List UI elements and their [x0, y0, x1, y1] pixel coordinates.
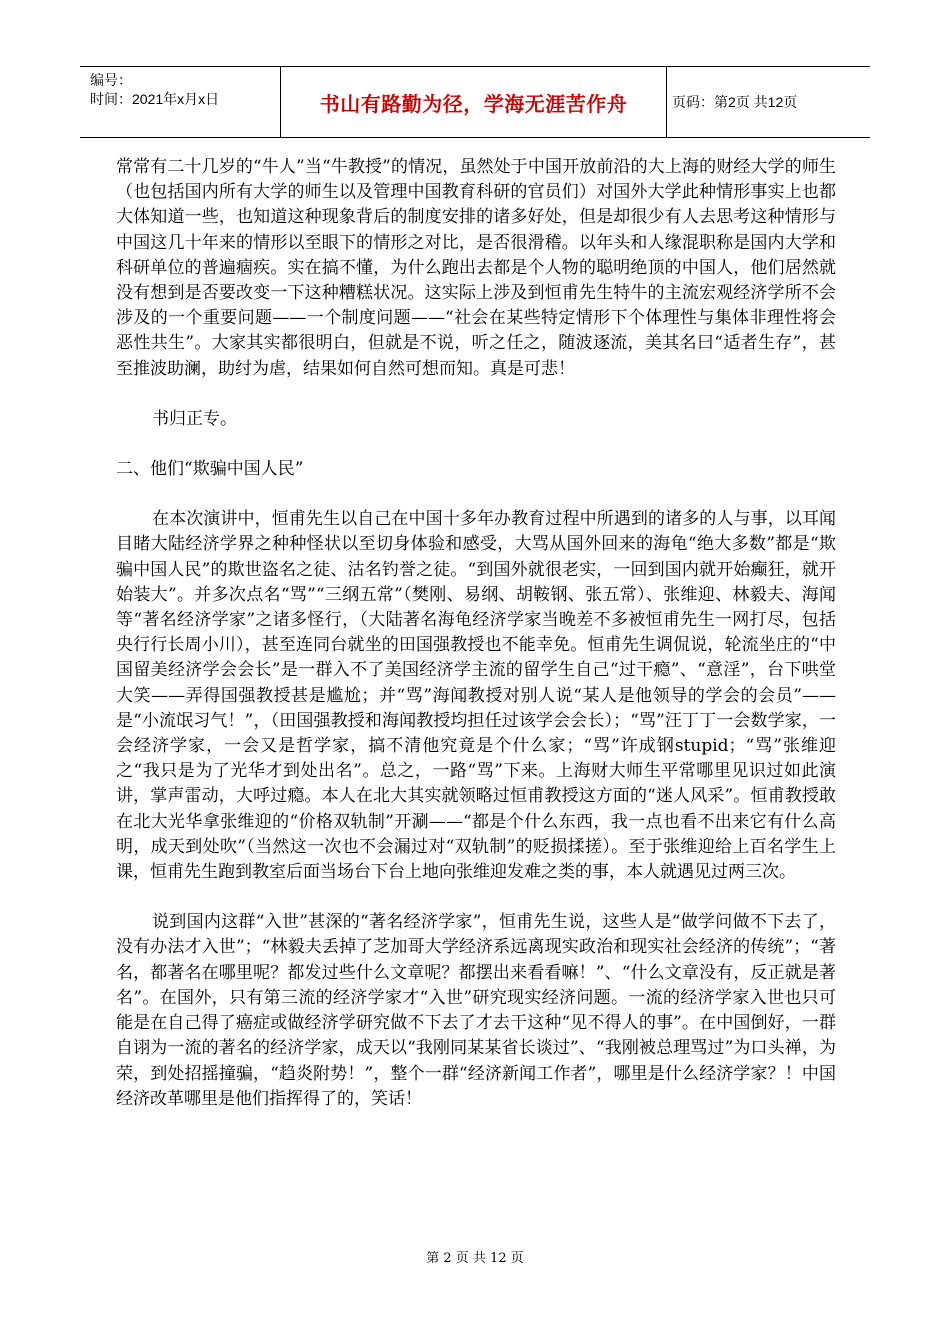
paragraph: 说到国内这群“入世”甚深的“著名经济学家”，恒甫先生说，这些人是“做学问做不下去了，没有办法才入世”；“林毅夫丢掉了芝加哥大学经济系远离现实政治和现实社会经济的传统”；“著名，都著名在哪里呢？都发过些什么文章呢？都摆出来看看嘛！”、“什么文章没有，反正就是著名”。在国外，只有第三流的经济学家才“入世”研究现实经济问题。一流的经济学家入世也只可能是在自己得了癌症或做经济学研究做不下去了才去干这种“见不得人的事”。在中国倒好，一群自诩为一流的著名的经济学家，成天以“我刚同某某省长谈过”、“我刚被总理骂过”为口头禅，为荣，到处招摇撞骗，“趋炎附势！”，整个一群“经济新闻工作者”，哪里是什么经济学家？！中国经济改革哪里是他们指挥得了的，笑话！ [116, 912, 836, 1109]
paragraph-continued: 常常有二十几岁的“牛人”当“牛教授”的情况，虽然处于中国开放前沿的大上海的财经大学的师生（也包括国内所有大学的师生以及管理中国教育科研的官员们）对国外大学此种情形事实上也都大体知道一些，也知道这种现象背后的制度安排的诸多好处，但是却很少有人去思考这种情形与中国这几十年来的情形以至眼下的情形之对比，是否很滑稽。以年头和人缘混职称是国内大学和科研单位的普遍痼疾。实在搞不懂，为什么跑出去都是个人物的聪明绝顶的中国人，他们居然就没有想到是否要改变一下这种糟糕状况。这实际上涉及到恒甫先生特牛的主流宏观经济学所不会涉及的一个重要问题——一个制度问题——“社会在某些特定情形下个体理性与集体非理性将会恶性共生”。大家其实都很明白，但就是不说，听之任之，随波逐流，美其名曰“适者生存”，甚至推波助澜，助纣为虐，结果如何自然可想而知。真是可悲！ [116, 157, 836, 379]
page-footer: 第 2 页 共 12 页 [426, 1251, 524, 1266]
paragraph-transition: 书归正专。 [152, 408, 237, 429]
header-motto: 书山有路勤为径，学海无涯苦作舟 [280, 67, 667, 137]
paragraph: 在本次演讲中，恒甫先生以自己在中国十多年办教育过程中所遇到的诸多的人与事，以耳闻目睹大陆经济学界之种种怪状以至切身体验和感受，大骂从国外回来的海龟“绝大多数”都是“欺骗中国人民”的欺世盗名之徒、沽名钓誉之徒。“到国外就很老实，一回到国内就开始癫狂，就开始装大”。并多次点名“骂”“三纲五常”（樊刚、易纲、胡鞍钢、张五常）、张维迎、林毅夫、海闻等“著名经济学家”之诸多怪行，（大陆著名海龟经济学家当晚差不多被恒甫先生一网打尽，包括央行行长周小川），甚至连同台就坐的田国强教授也不能幸免。恒甫先生调侃说，轮流坐庄的“中国留美经济学会会长”是一群入不了美国经济学主流的留学生自己“过干瘾”、“意淫”，台下哄堂大笑——弄得国强教授甚是尴尬；并“骂”海闻教授对别人说“某人是他领导的学会的会员”——是“小流氓习气！”，（田国强教授和海闻教授均担任过该学会会长）；“骂”汪丁丁一会数学家，一会经济学家，一会又是哲学家，搞不清他究竟是个什么家；“骂”许成钢stupid；“骂”张维迎之“我只是为了光华才到处出名”。总之，一路“骂”下来。上海财大师生平常哪里见识过如此演讲，掌声雷动，大呼过瘾。本人在北大其实就领略过恒甫教授这方面的“迷人风采”。恒甫教授敢在北大光华拿张维迎的“价格双轨制”开涮——“都是个什么东西，我一点也看不出来它有什么高明，成天到处吹”（当然这一次也不会漏过对“双轨制”的贬损揉搓）。至于张维迎给上百名学生上课，恒甫先生跑到教室后面当场台下台上地向张维迎发难之类的事，本人就遇见过两三次。 [116, 509, 836, 883]
header-page-info: 页码：第2页 共12页 [672, 94, 798, 110]
document-body [116, 155, 836, 1112]
header-meta [90, 71, 219, 109]
serial-label: 编号： [90, 72, 132, 88]
page-header [80, 66, 870, 138]
section-heading: 二、他们“欺骗中国人民” [116, 459, 304, 480]
date-label: 时间：2021年x月x日 [90, 91, 220, 107]
